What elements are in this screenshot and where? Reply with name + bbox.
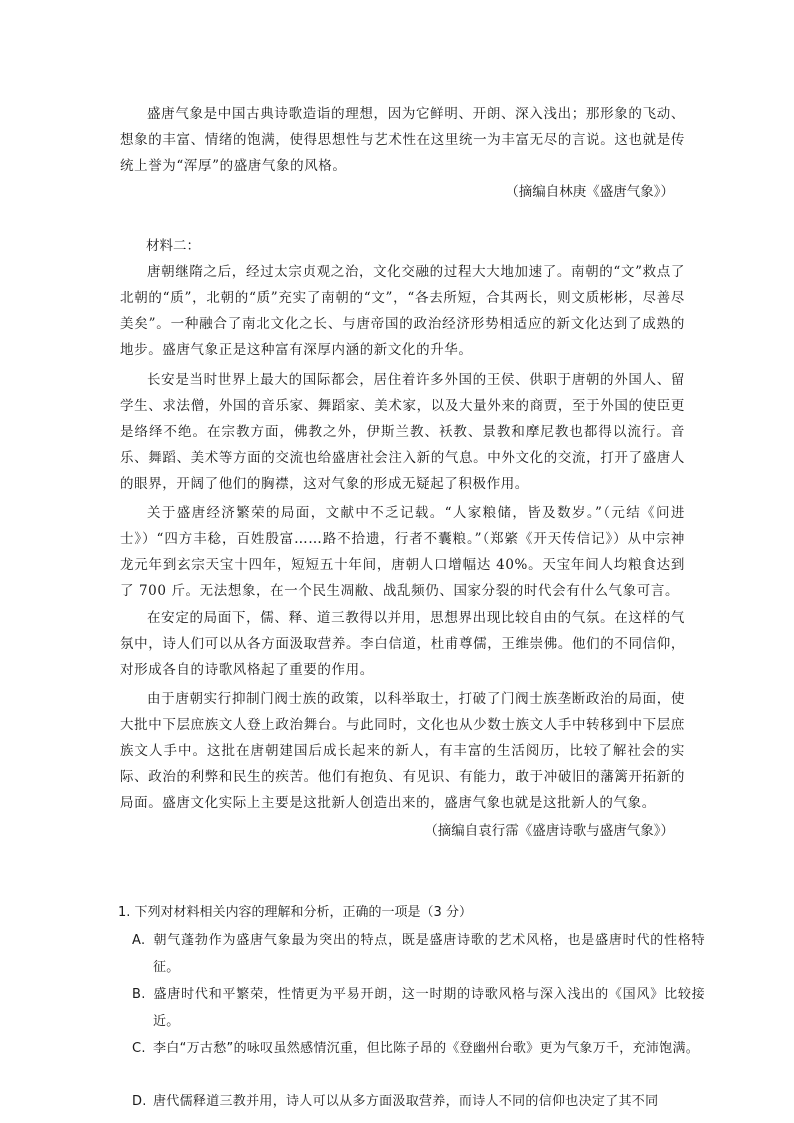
material-one-source: （摘编自林庚《盛唐气象》） bbox=[505, 184, 674, 200]
option-b-text: 盛唐时代和平繁荣，性情更为平易开朗，这一时期的诗歌风格与深入浅出的《国风》比较接近。 bbox=[153, 987, 705, 1029]
option-a-text: 朝气蓬勃作为盛唐气象最为突出的特点，既是盛唐诗歌的艺术风格，也是盛唐时代的性格特征。 bbox=[153, 933, 705, 975]
material-two-paragraph-3: 关于盛唐经济繁荣的局面，文献中不乏记载。“人家粮储，皆及数岁。”（元结《问进士》）“四方丰稔，百姓殷富……路不拾遗，行者不囊粮。”（郑綮《开天传信记》）从中宗神龙元年到玄宗天宝十四年，短短五十年间，唐朝人口增幅达 40%。天宝年间人均粮食达到了 700 斤。无法想象，在一个民生凋敝、战乱频仍、国家分裂的时代会有什么气象可言。 bbox=[120, 505, 685, 599]
material-two-paragraph-4: 在安定的局面下，儒、释、道三教得以并用，思想界出现比较自由的气氛。在这样的气氛中，诗人们可以从各方面汲取营养。李白信道，杜甫尊儒，王维崇佛。他们的不同信仰，对形成各自的诗歌风格起了重要的作用。 bbox=[120, 610, 685, 678]
material-two-label: 材料二： bbox=[146, 238, 200, 254]
material-one-paragraph: 盛唐气象是中国古典诗歌造诣的理想，因为它鲜明、开朗、深入浅出；那形象的飞动、想象的丰富、情绪的饱满，使得思想性与艺术性在这里统一为丰富无尽的言说。这也就是传统上誉为“浑厚”的盛唐气象的风格。 bbox=[120, 106, 685, 174]
option-c[interactable] bbox=[132, 1035, 705, 1062]
option-d-text: 唐代儒释道三教并用，诗人可以从多方面汲取营养，而诗人不同的信仰也决定了其不同 bbox=[153, 1094, 659, 1109]
material-two-paragraph-2: 长安是当时世界上最大的国际都会，居住着许多外国的王侯、供职于唐朝的外国人、留学生、求法僧，外国的音乐家、舞蹈家、美术家，以及大量外来的商贾，至于外国的使臣更是络绎不绝。在宗教方面，佛教之外，伊斯兰教、袄教、景教和摩尼教也都得以流行。音乐、舞蹈、美术等方面的交流也给盛唐社会注入新的气息。中外文化的交流，打开了盛唐人的眼界，开阔了他们的胸襟，这对气象的形成无疑起了积极作用。 bbox=[120, 372, 685, 492]
option-c-text: 李白“万古愁”的咏叹虽然感情沉重，但比陈子昂的《登幽州台歌》更为气象万千，充沛饱满。 bbox=[153, 1041, 700, 1056]
option-a[interactable] bbox=[132, 927, 705, 981]
material-two-paragraph-1: 唐朝继隋之后，经过太宗贞观之治，文化交融的过程大大地加速了。南朝的“文”救点了北朝的“质”，北朝的“质”充实了南朝的“文”，“各去所短，合其两长，则文质彬彬，尽善尽美矣”。一种融合了南北文化之长、与唐帝国的政治经济形势相适应的新文化达到了成熟的地步。盛唐气象正是这种富有深厚内涵的新文化的升华。 bbox=[120, 264, 685, 358]
material-two-source: （摘编自袁行霈《盛唐诗歌与盛唐气象》） bbox=[424, 823, 674, 839]
question-stem: 1. 下列对材料相关内容的理解和分析，正确的一项是（3 分） bbox=[118, 905, 472, 920]
material-two-paragraph-5: 由于唐朝实行抑制门阀士族的政策，以科举取士，打破了门阀士族垄断政治的局面，使大批中下层庶族文人登上政治舞台。与此同时，文化也从少数士族文人手中转移到中下层庶族文人手中。这批在唐朝建国后成长起来的新人，有丰富的生活阅历，比较了解社会的实际、政治的利弊和民生的疾苦。他们有抱负、有见识、有能力，敢于冲破旧的藩篱开拓新的局面。盛唐文化实际上主要是这批新人创造出来的，盛唐气象也就是这批新人的气象。 bbox=[120, 691, 685, 811]
option-b-key: B. bbox=[132, 987, 146, 1002]
option-a-key: A. bbox=[132, 933, 146, 948]
option-c-key: C. bbox=[132, 1041, 146, 1056]
option-d-key: D. bbox=[132, 1094, 147, 1109]
option-d[interactable] bbox=[132, 1088, 705, 1115]
option-b[interactable] bbox=[132, 981, 705, 1035]
